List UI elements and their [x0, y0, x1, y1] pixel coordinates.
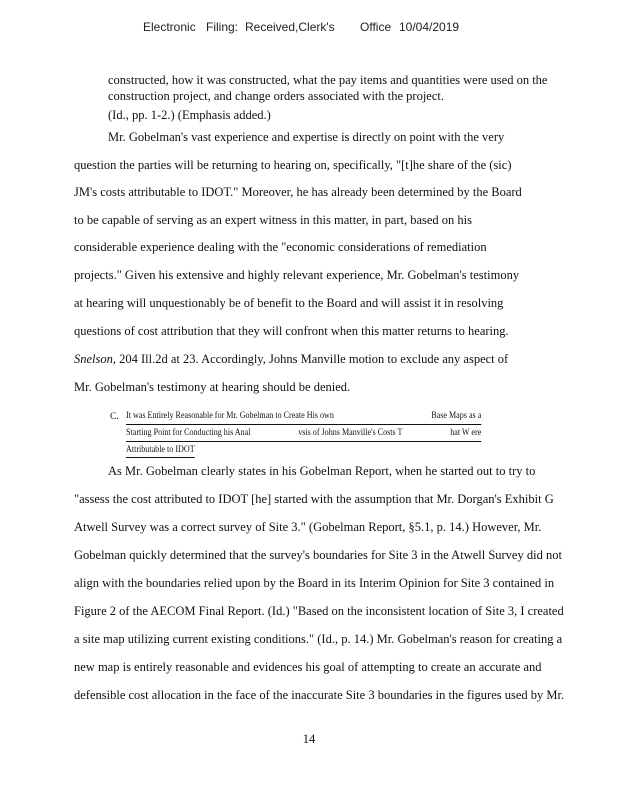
para2-line: Atwell Survey was a correct survey of Site 3." (Gobelman Report, §5.1, p. 14.) However, Mr.: [74, 520, 542, 534]
para2-line: align with the boundaries relied upon by the Board in its Interim Opinion for Site 3 contained in: [74, 576, 555, 590]
para2-line: Figure 2 of the AECOM Final Report. (Id.) "Based on the inconsistent location of Site 3, I created: [74, 604, 564, 618]
para2-line: As Mr. Gobelman clearly states in his Gobelman Report, when he started out to try to: [108, 464, 536, 478]
para1-line: at hearing will unquestionably be of benefit to the Board and will assist it in resolving: [74, 296, 504, 310]
header-received: Received,Clerk's: [245, 20, 335, 34]
heading-line2-right: hat W ere: [450, 428, 482, 438]
para2-line: new map is entirely reasonable and evidences his goal of attempting to create an accurate and: [74, 660, 542, 674]
heading-line2-left: Starting Point for Conducting his Anal: [126, 428, 251, 438]
heading-line2-mid: vsis of Johns Manville's Costs T: [298, 428, 403, 438]
block-quote: constructed, how it was constructed, what the pay items and quantities were used on the construction project, and change orders associated with the project.: [108, 73, 548, 103]
section-heading: [126, 410, 481, 458]
heading-row-2: [126, 427, 481, 442]
para1-line: to be capable of serving as an expert witness in this matter, in part, based on his: [74, 213, 473, 227]
para1-line: questions of cost attribution that they will confront when this matter returns to hearing.: [74, 324, 509, 338]
header-office: Office: [360, 20, 392, 34]
heading-label: C.: [110, 412, 119, 422]
header-electronic: Electronic: [143, 20, 196, 34]
para1-line: question the parties will be returning to hearing on, specifically, "[t]he share of the (sic): [74, 158, 512, 172]
para1-line: considerable experience dealing with the "economic considerations of remediation: [74, 240, 487, 254]
page-number: 14: [302, 732, 316, 746]
para2-line: Gobelman quickly determined that the survey's boundaries for Site 3 in the Atwell Survey did not: [74, 548, 562, 562]
para1-line: Mr. Gobelman's testimony at hearing should be denied.: [74, 380, 351, 394]
header-date: 10/04/2019: [399, 20, 460, 34]
heading-line1-left: It was Entirely Reasonable for Mr. Gobelman to Create His own: [126, 411, 334, 421]
heading-line1-right: Base Maps as a: [431, 411, 482, 421]
header-filing: Filing:: [206, 20, 239, 34]
para1-line: Mr. Gobelman's vast experience and expertise is directly on point with the very: [108, 130, 505, 144]
quote-citation: (Id., pp. 1-2.) (Emphasis added.): [108, 108, 271, 122]
para1-line: JM's costs attributable to IDOT." Moreover, he has already been determined by the Board: [74, 185, 522, 199]
para2-line: "assess the cost attributed to IDOT [he] started with the assumption that Mr. Dorgan's Exhibit G: [74, 492, 554, 506]
heading-row-1: [126, 410, 481, 425]
para2-line: defensible cost allocation in the face of the inaccurate Site 3 boundaries in the figures used by Mr.: [74, 688, 565, 702]
para1-line: Snelson, 204 Ill.2d at 23. Accordingly, Johns Manville motion to exclude any aspect of: [74, 352, 509, 366]
para2-line: a site map utilizing current existing conditions." (Id., p. 14.) Mr. Gobelman's reason for creating a: [74, 632, 563, 646]
heading-line3: Attributable to IDOT: [126, 444, 195, 458]
para1-line: projects." Given his extensive and highly relevant experience, Mr. Gobelman's testimony: [74, 268, 520, 282]
